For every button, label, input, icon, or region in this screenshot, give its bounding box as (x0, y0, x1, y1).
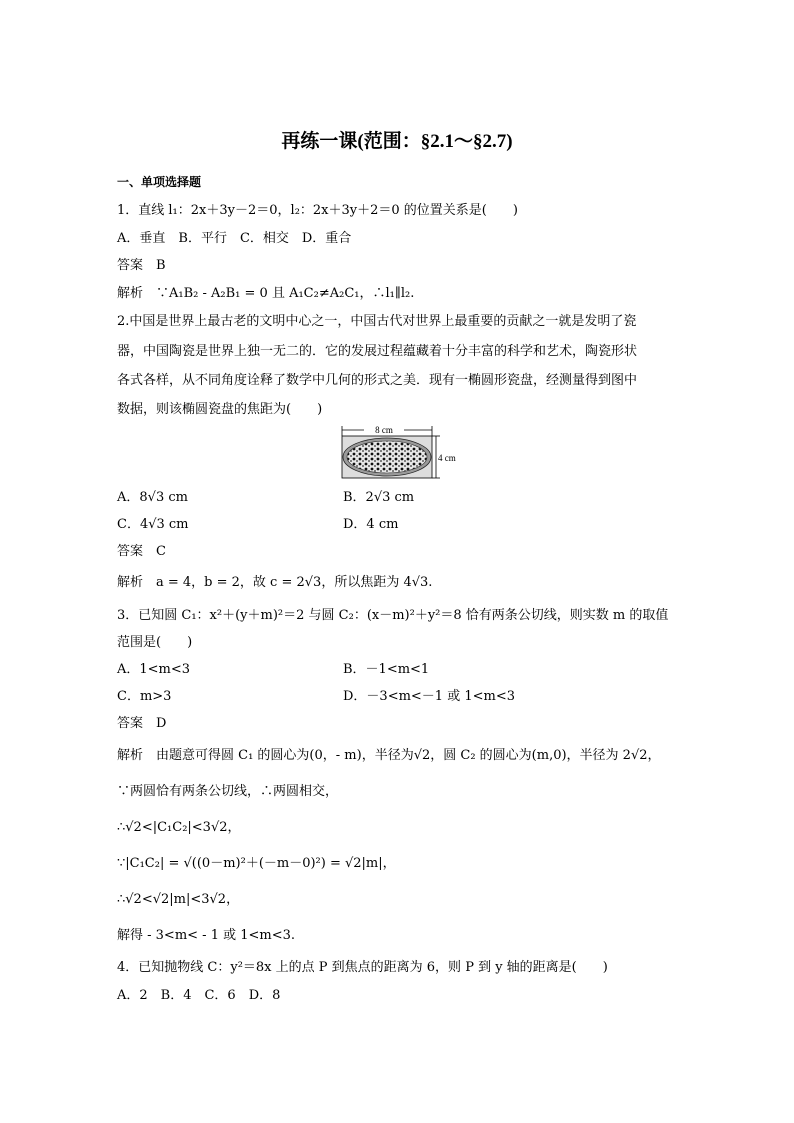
figure-width-label: 8 cm (375, 425, 393, 435)
q4-stem: 4．已知抛物线 C：y²＝8x 上的点 P 到焦点的距离为 6，则 P 到 y 轴的距离是( ) (117, 960, 608, 975)
q2-stem-line: 各式各样，从不同角度诠释了数学中几何的形式之美．现有一椭圆形瓷盘，经测量得到图中 (117, 373, 638, 388)
q1-options: A．垂直 B．平行 C．相交 D．重合 (117, 231, 352, 246)
q3-option-d: D．－3<m<－1 或 1<m<3 (343, 689, 515, 704)
ellipse-plate-figure (334, 422, 466, 480)
q1-stem: 1．直线 l₁：2x＋3y－2＝0，l₂：2x＋3y＋2＝0 的位置关系是( ) (117, 203, 518, 218)
q2-answer: 答案 C (117, 544, 166, 559)
q1-answer: 答案 B (117, 258, 166, 273)
section-heading: 一、单项选择题 (117, 175, 202, 189)
q3-option-a: A．1<m<3 (117, 662, 191, 677)
q3-analysis-line: ∵|C₁C₂| = √((0－m)²＋(－m－0)²) = √2|m|， (117, 856, 396, 871)
page-title: 再练一课(范围：§2.1～§2.7) (281, 131, 513, 152)
q3-option-c: C．m>3 (117, 689, 172, 704)
q3-analysis-line: 解析 由题意可得圆 C₁ 的圆心为(0，- m)，半径为√2，圆 C₂ 的圆心为(m,0)，半径为 2√2， (117, 748, 661, 763)
q1-analysis: 解析 ∵A₁B₂ - A₂B₁ = 0 且 A₁C₂≠A₂C₁，∴l₁∥l₂. (117, 286, 415, 301)
q2-stem-line: 2.中国是世界上最古老的文明中心之一，中国古代对世界上最重要的贡献之一就是发明了瓷 (117, 314, 637, 329)
q2-option-d: D．4 cm (343, 517, 399, 532)
q3-option-b: B．－1<m<1 (343, 662, 430, 677)
q3-stem-line: 3．已知圆 C₁：x²＋(y＋m)²＝2 与圆 C₂：(x－m)²＋y²＝8 恰有两条公切线，则实数 m 的取值 (117, 608, 669, 623)
figure-height-label: 4 cm (438, 453, 456, 463)
q3-answer: 答案 D (117, 716, 167, 731)
q3-analysis-line: ∴√2<|C₁C₂|<3√2， (117, 820, 241, 835)
q3-analysis-line: ∴√2<√2|m|<3√2， (117, 892, 240, 907)
q3-stem-line: 范围是( ) (117, 635, 193, 650)
q2-stem-line: 器，中国陶瓷是世界上独一无二的．它的发展过程蕴藏着十分丰富的科学和艺术，陶瓷形状 (117, 344, 638, 359)
q2-option-c: C．4√3 cm (117, 517, 189, 532)
q4-options: A．2 B．4 C．6 D．8 (117, 988, 281, 1003)
q3-analysis-line: 解得 - 3<m< - 1 或 1<m<3. (117, 928, 296, 943)
q3-analysis-line: ∵两圆恰有两条公切线，∴两圆相交， (117, 784, 339, 799)
q2-option-a: A．8√3 cm (117, 490, 188, 505)
q2-analysis: 解析 a = 4，b = 2，故 c = 2√3，所以焦距为 4√3. (117, 575, 433, 590)
q2-stem-line: 数据，则该椭圆瓷盘的焦距为( ) (117, 402, 323, 417)
q2-option-b: B．2√3 cm (343, 490, 415, 505)
